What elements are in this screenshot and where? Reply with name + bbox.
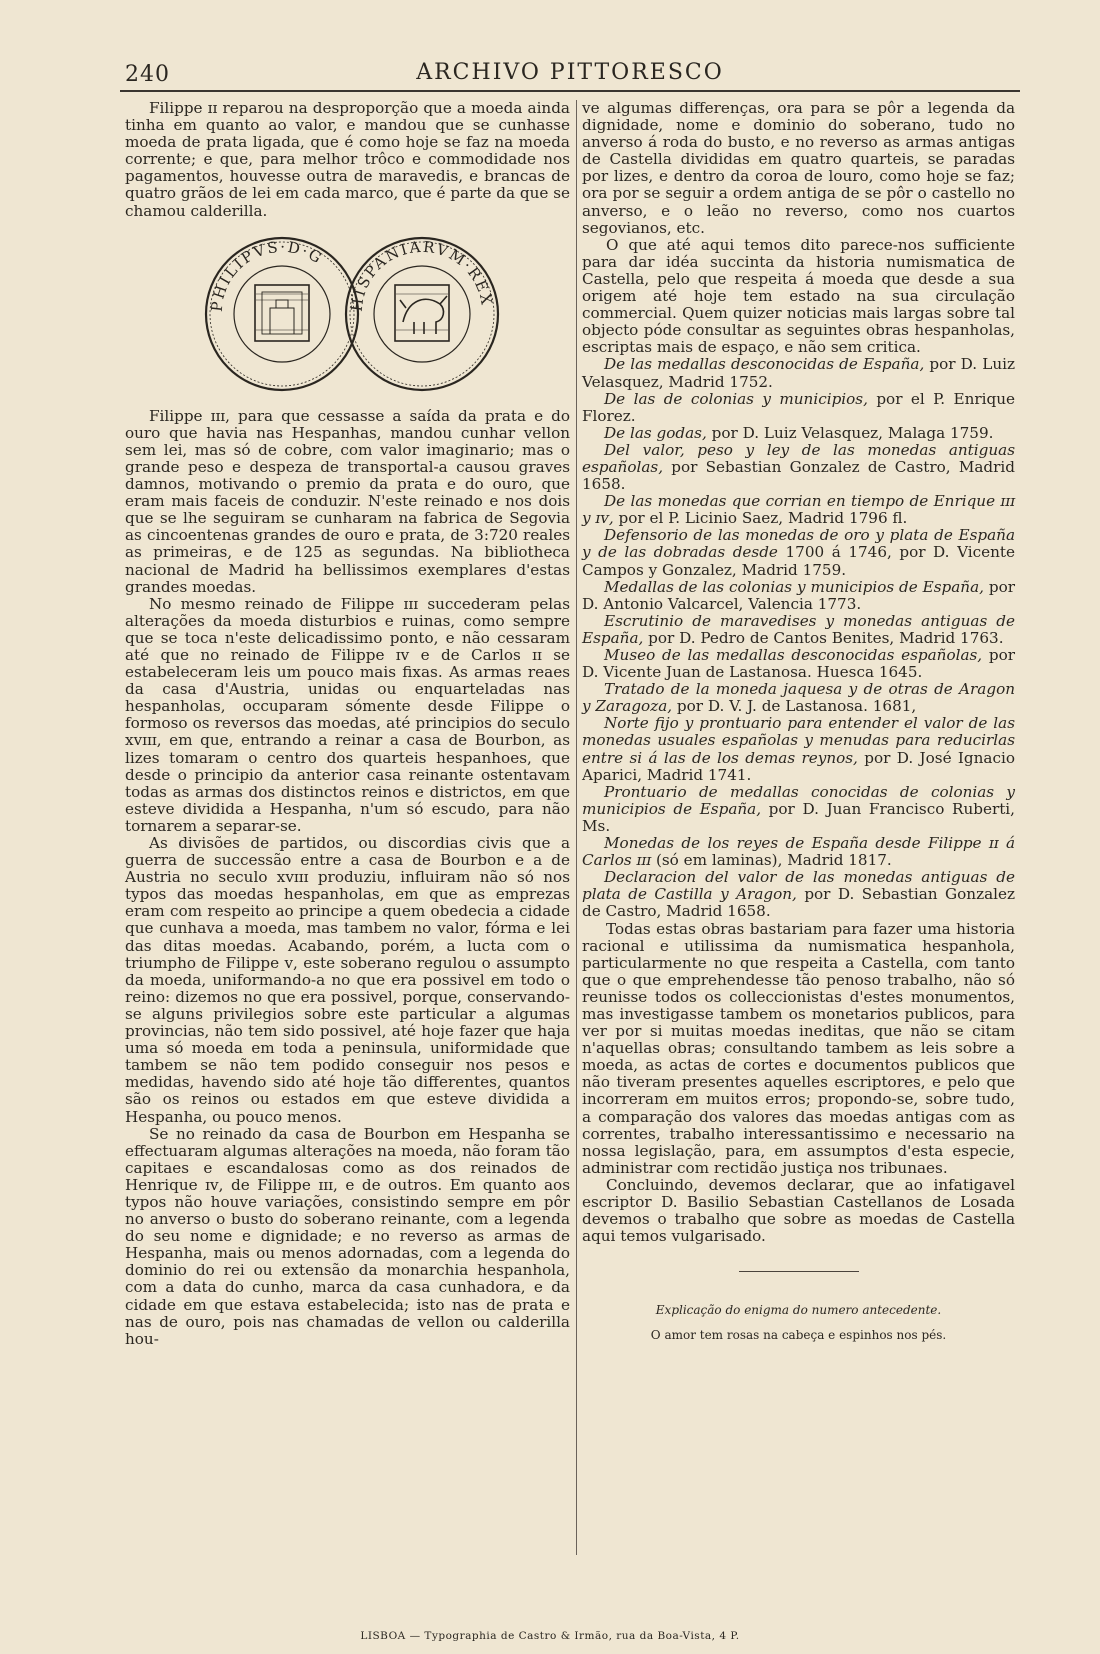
work-details: por D. Antonio Valcarcel, Valencia 1773.	[582, 577, 1015, 613]
work-details: por D. Juan Francisco Ruberti, Ms.	[582, 799, 1015, 835]
work-title: Del valor, peso y ley de las monedas antiguas españolas,	[582, 440, 1015, 476]
work-title: Museo de las medallas desconocidas españolas,	[604, 646, 983, 664]
work-details: por D. José Ignacio Aparici, Madrid 1741.	[582, 748, 1015, 784]
work-details: por D. Vicente Juan de Lastanosa. Huesca 1645.	[582, 646, 1015, 682]
obverse-legend: PHILIPVS·D·G	[207, 237, 327, 313]
work-title: De las monedas que corrian en tiempo de Enrique ɪɪɪ y ɪᴠ,	[582, 492, 1015, 528]
work-details: por D. Sebastian Gonzalez de Castro, Madrid 1658.	[582, 885, 1015, 921]
coin-engraving	[200, 230, 500, 398]
bibliography-entry	[582, 493, 1015, 527]
work-details: por el P. Enrique Florez.	[582, 389, 1016, 425]
coin-illustration	[125, 230, 570, 398]
column-rule	[576, 100, 577, 1555]
bibliography-entry	[582, 613, 1015, 647]
bibliography-entry	[582, 784, 1015, 835]
work-details: por D. V. J. de Lastanosa. 1681,	[672, 697, 917, 716]
work-details: por el P. Licinio Saez, Madrid 1796 fl.	[613, 509, 908, 528]
separator-rule	[582, 1259, 1015, 1276]
paragraph: Todas estas obras bastariam para fazer uma historia racional e utilissima da numismatica hespanhola, particularmente no que respeita a Castella, com tanto que o que emprehendesse tão penoso trabalho, não só reunisse todos os colleccionistas d'estes monumentos, mas investigasse tambem os monetarios publicos, para ver por si muitas moedas ineditas, que não se citam n'aquellas obras; consultando tambem as leis sobre a moeda, as actas de cortes e documentos publicos que não tiveram presentes aquelles escriptores, e pelo que incorreram em muitos erros; propondo-se, sobre tudo, a comparação dos valores das moedas antigas com as correntes, trabalho interessantissimo e necessario na nossa legislação, para, em assumptos d'esta especie, administrar com rectidão justiça nos tribunaes.	[582, 919, 1015, 1177]
bibliography-entry	[582, 442, 1015, 493]
work-details: (só em laminas), Madrid 1817.	[651, 851, 892, 870]
work-title: Monedas de los reyes de España desde Filippe ɪɪ á Carlos ɪɪɪ	[582, 834, 1015, 870]
bibliography-entry	[582, 579, 1015, 613]
paragraph: O que até aqui temos dito parece-nos sufficiente para dar idéa succinta da historia numismatica de Castella, pelo que respeita á moeda que desde a sua origem até hoje tem estado na sua circulação commercial. Quem quizer noticias mais largas sobre tal objecto póde consultar as seguintes obras hespanholas, escriptas mais de espaço, e não sem critica.	[582, 235, 1015, 357]
reverse-legend: HISPANIARVM·REX	[347, 237, 496, 313]
paragraph: As divisões de partidos, ou discordias civis que a guerra de successão entre a casa de Bourbon e a de Austria no seculo xᴠɪɪɪ produziu, influiram não só nos typos das moedas hespanholas, em que as emprezas eram com respeito ao principe a quem obedecia a cidade que cunhava a moeda, mas tambem no valor, fórma e lei das ditas moedas. Acabando, porém, a lucta com o triumpho de Filippe ᴠ, este soberano regulou o assumpto da moeda, uniformando-a no que era possivel em todo o reino: dizemos no que era possivel, porque, conservando-se alguns privilegios sobre este particular a algumas provincias, não tem sido possivel, até hoje fazer que haja uma só moeda em toda a peninsula, uniformidade que tambem se não tem podido conseguir nos pesos e medidas, havendo sido até hoje tão differentes, quantos são os reinos ou estados em que esteve dividida a Hespanha, ou pouco menos.	[125, 834, 570, 1126]
enigma-heading: Explicação do enigma do numero antecedente.	[655, 1303, 942, 1318]
bibliography-entry	[582, 681, 1015, 715]
bibliography-entry	[582, 869, 1015, 920]
work-details: por D. Luiz Velasquez, Malaga 1759.	[706, 423, 994, 442]
work-title: De las de colonias y municipios,	[604, 389, 868, 408]
work-title: Medallas de las colonias y municipios de España,	[604, 577, 984, 596]
paragraph: No mesmo reinado de Filippe ɪɪɪ succederam pelas alterações da moeda disturbios e ruinas, como sempre que se toca n'este delicadissimo ponto, e não cessaram até que no reinado de Filippe ɪᴠ e de Carlos ɪɪ se estabeleceram leis um pouco mais fixas. As armas reaes da casa d'Austria, unidas ou enquarteladas nas hespanholas, occuparam sómente desde Filippe o formoso os reversos das moedas, até principios do seculo xᴠɪɪɪ, em que, entrando a reinar a casa de Bourbon, as lizes tomaram o centro dos quarteis hespanhoes, que desde o principio da anterior casa reinante ostentavam todas as armas dos distinctos reinos e districtos, em que esteve dividida a Hespanha, n'um só escudo, para não tornarem a separar-se.	[125, 594, 570, 835]
work-title: Escrutinio de maravedises y monedas antiguas de España,	[582, 611, 1015, 647]
paragraph: Filippe ɪɪ reparou na desproporção que a moeda ainda tinha em quanto ao valor, e mandou que se cunhasse moeda de prata ligada, que é como hoje se faz na moeda corrente; e que, para melhor trôco e commodidade nos pagamentos, houvesse outra de maravedis, e brancas de quatro grãos de lei em cada marco, que é parte da que se chamou calderilla.	[125, 99, 570, 220]
work-title: De las medallas desconocidas de España,	[604, 355, 925, 374]
work-title: Defensorio de las monedas de oro y plata de España y de las dobradas desde	[582, 526, 1015, 562]
journal-title: ARCHIVO PITTORESCO	[416, 60, 724, 85]
work-title: Norte fijo y prontuario para entender el valor de las monedas usuales españolas y menudas para reducirlas entre si á las de los demas reynos,	[582, 714, 1015, 767]
work-title: Prontuario de medallas conocidas de colonias y municipios de España,	[582, 782, 1015, 818]
right-column	[582, 100, 1015, 1345]
bibliography-entry	[582, 647, 1015, 681]
enigma-answer: O amor tem rosas na cabeça e espinhos nos pés.	[650, 1328, 947, 1343]
page-number: 240	[125, 62, 170, 87]
paragraph: ve algumas differenças, ora para se pôr a legenda da dignidade, nome e dominio do soberano, tudo no anverso á roda do busto, e no reverso as armas antigas de Castella divididas em quatro quarteis, se paradas por lizes, e dentro da coroa de louro, como hoje se faz; ora por se seguir a ordem antiga de se pôr o castello no anverso, e o leão no reverso, como nos cuartos segovianos, etc.	[582, 99, 1015, 237]
work-details: 1700 á 1746, por D. Vicente Campos y Gonzalez, Madrid 1759.	[582, 543, 1015, 579]
paragraph: Se no reinado da casa de Bourbon em Hespanha se effectuaram algumas alterações na moeda, não foram tão capitaes e escandalosas como as dos reinados de Henrique ɪᴠ, de Filippe ɪɪɪ, e de outros. Em quanto aos typos não houve variações, consistindo sempre em pôr no anverso o busto do soberano reinante, com a legenda do seu nome e dignidade; e no reverso as armas de Hespanha, mais ou menos adornadas, com a legenda do dominio do rei ou extensão da monarchia hespanhola, com a data do cunho, marca da casa cunhadora, e da cidade em que estava estabelecida; isto nas de prata e nas de ouro, pois nas chamadas de vellon ou calderilla hou-	[125, 1124, 570, 1348]
bibliography-entry	[582, 425, 1015, 442]
bibliography-entry	[582, 715, 1015, 783]
bibliography-entry	[582, 527, 1015, 578]
work-details: por D. Luiz Velasquez, Madrid 1752.	[582, 355, 1015, 391]
work-title: Declaracion del valor de las monedas antiguas de plata de Castilla y Aragon,	[582, 868, 1015, 904]
printer-imprint: LISBOA — Typographia de Castro & Irmão, rua da Boa-Vista, 4 P.	[360, 1630, 740, 1642]
paragraph: Concluindo, devemos declarar, que ao infatigavel escriptor D. Basilio Sebastian Castellanos de Losada devemos o trabalho que sobre as moedas de Castella aqui temos vulgarisado.	[582, 1175, 1015, 1246]
bibliography-entry	[582, 835, 1015, 869]
bibliography-entry	[582, 356, 1015, 390]
work-title: Tratado de la moneda jaquesa y de otras de Aragon y Zaragoza,	[582, 680, 1015, 716]
paragraph: Filippe ɪɪɪ, para que cessasse a saída da prata e do ouro que havia nas Hespanhas, mandou cunhar vellon sem lei, mas só de cobre, com valor imaginario; mas o grande peso e despeza de transportal-a causou graves damnos, motivando o premio da prata e do ouro, que eram mais faceis de conduzir. N'este reinado e nos dois que se lhe seguiram se cunharam na fabrica de Segovia as cincoentenas grandes de ouro e prata, de 3:720 reales as primeiras, e de 125 as segundas. Na bibliotheca nacional de Madrid ha bellissimos exemplares d'estas grandes moedas.	[125, 406, 570, 596]
page-header	[120, 60, 1020, 92]
bibliography-entry	[582, 391, 1015, 425]
left-column	[125, 100, 570, 1348]
work-details: por Sebastian Gonzalez de Castro, Madrid 1658.	[582, 457, 1015, 494]
work-title: De las godas,	[604, 423, 707, 442]
work-details: por D. Pedro de Cantos Benites, Madrid 1763.	[643, 628, 1004, 647]
